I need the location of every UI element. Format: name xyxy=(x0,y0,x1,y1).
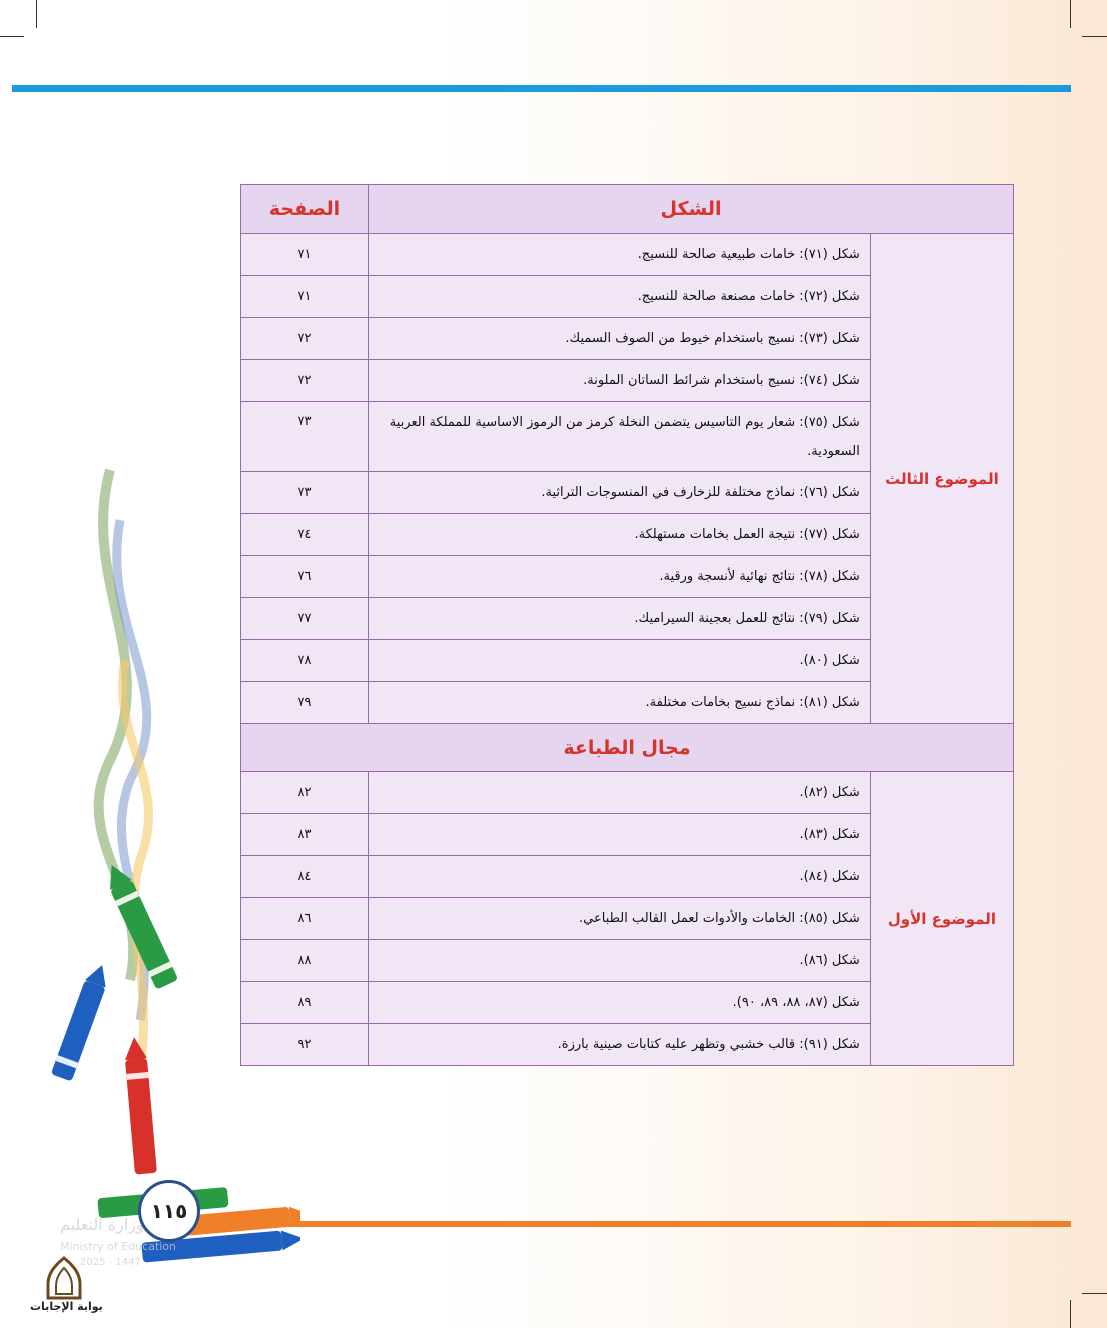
figure-cell: شكل (٨٧، ٨٨، ٨٩، ٩٠). xyxy=(369,982,871,1024)
figure-cell: شكل (٧٥): شعار يوم التاسيس يتضمن النخلة كرمز من الرموز الاساسية للمملكة العربية السعودية. xyxy=(369,402,871,472)
ministry-year: 2025 - 1447 xyxy=(80,1257,141,1268)
figure-cell: شكل (٨٥): الخامات والأدوات لعمل القالب الطباعي. xyxy=(369,898,871,940)
page-cell: ٧٨ xyxy=(241,640,369,682)
page-number: ١١٥ xyxy=(138,1180,200,1242)
page-cell: ٨٨ xyxy=(241,940,369,982)
top-accent-bar xyxy=(12,85,1071,92)
page-cell: ٧٦ xyxy=(241,556,369,598)
figure-cell: شكل (٨٦). xyxy=(369,940,871,982)
figures-index-table xyxy=(240,184,1014,1066)
portal-logo-icon xyxy=(44,1256,84,1300)
page-cell: ٩٢ xyxy=(241,1024,369,1066)
page-cell: ٧٣ xyxy=(241,402,369,472)
figure-cell: شكل (٧٨): نتائج نهائية لأنسجة ورقية. xyxy=(369,556,871,598)
page-cell: ٧٤ xyxy=(241,514,369,556)
figure-cell: شكل (٨١): نماذج نسيج بخامات مختلفة. xyxy=(369,682,871,724)
figure-cell: شكل (٧٣): نسيج باستخدام خيوط من الصوف السميك. xyxy=(369,318,871,360)
topic-label: الموضوع الأول xyxy=(870,772,1013,1066)
page-cell: ٨٢ xyxy=(241,772,369,814)
ministry-watermark-en: Ministry of Education xyxy=(60,1240,177,1253)
page-cell: ٧٧ xyxy=(241,598,369,640)
portal-name: بوابة الإجابات xyxy=(30,1300,103,1313)
figure-cell: شكل (٧٤): نسيج باستخدام شرائط الساتان الملونة. xyxy=(369,360,871,402)
page-cell: ٧٢ xyxy=(241,318,369,360)
page-column-header: الصفحة xyxy=(241,185,369,234)
figure-cell: شكل (٨٣). xyxy=(369,814,871,856)
figure-cell: شكل (٧١): خامات طبيعية صالحة للنسيج. xyxy=(369,234,871,276)
figure-cell: شكل (٨٠). xyxy=(369,640,871,682)
page-cell: ٧٢ xyxy=(241,360,369,402)
figure-column-header: الشكل xyxy=(369,185,1014,234)
page-cell: ٨٦ xyxy=(241,898,369,940)
figure-cell: شكل (٨٤). xyxy=(369,856,871,898)
page-cell: ٧١ xyxy=(241,234,369,276)
bottom-accent-bar xyxy=(270,1221,1071,1227)
section-title: مجال الطباعة xyxy=(241,724,1014,772)
figure-cell: شكل (٧٩): نتائج للعمل بعجينة السيراميك. xyxy=(369,598,871,640)
page-cell: ٨٤ xyxy=(241,856,369,898)
ministry-watermark: وزارة التعليم xyxy=(60,1215,144,1234)
page-cell: ٧٩ xyxy=(241,682,369,724)
blue-crayon xyxy=(51,961,113,1081)
crayons-illustration xyxy=(40,460,300,1280)
page-cell: ٨٩ xyxy=(241,982,369,1024)
figure-cell: شكل (٨٢). xyxy=(369,772,871,814)
table-row xyxy=(241,234,1014,276)
page-cell: ٨٣ xyxy=(241,814,369,856)
topic-label: الموضوع الثالث xyxy=(870,234,1013,724)
red-crayon xyxy=(123,1036,157,1174)
figure-cell: شكل (٩١): قالب خشبي وتظهر عليه كتابات صينية بارزة. xyxy=(369,1024,871,1066)
figure-cell: شكل (٧٢): خامات مصنعة صالحة للنسيج. xyxy=(369,276,871,318)
table-row xyxy=(241,772,1014,814)
figure-cell: شكل (٧٦): نماذج مختلفة للزخارف في المنسوجات التراثية. xyxy=(369,472,871,514)
figure-cell: شكل (٧٧): نتيجة العمل بخامات مستهلكة. xyxy=(369,514,871,556)
page-cell: ٧١ xyxy=(241,276,369,318)
section-row xyxy=(241,724,1014,772)
page-cell: ٧٣ xyxy=(241,472,369,514)
